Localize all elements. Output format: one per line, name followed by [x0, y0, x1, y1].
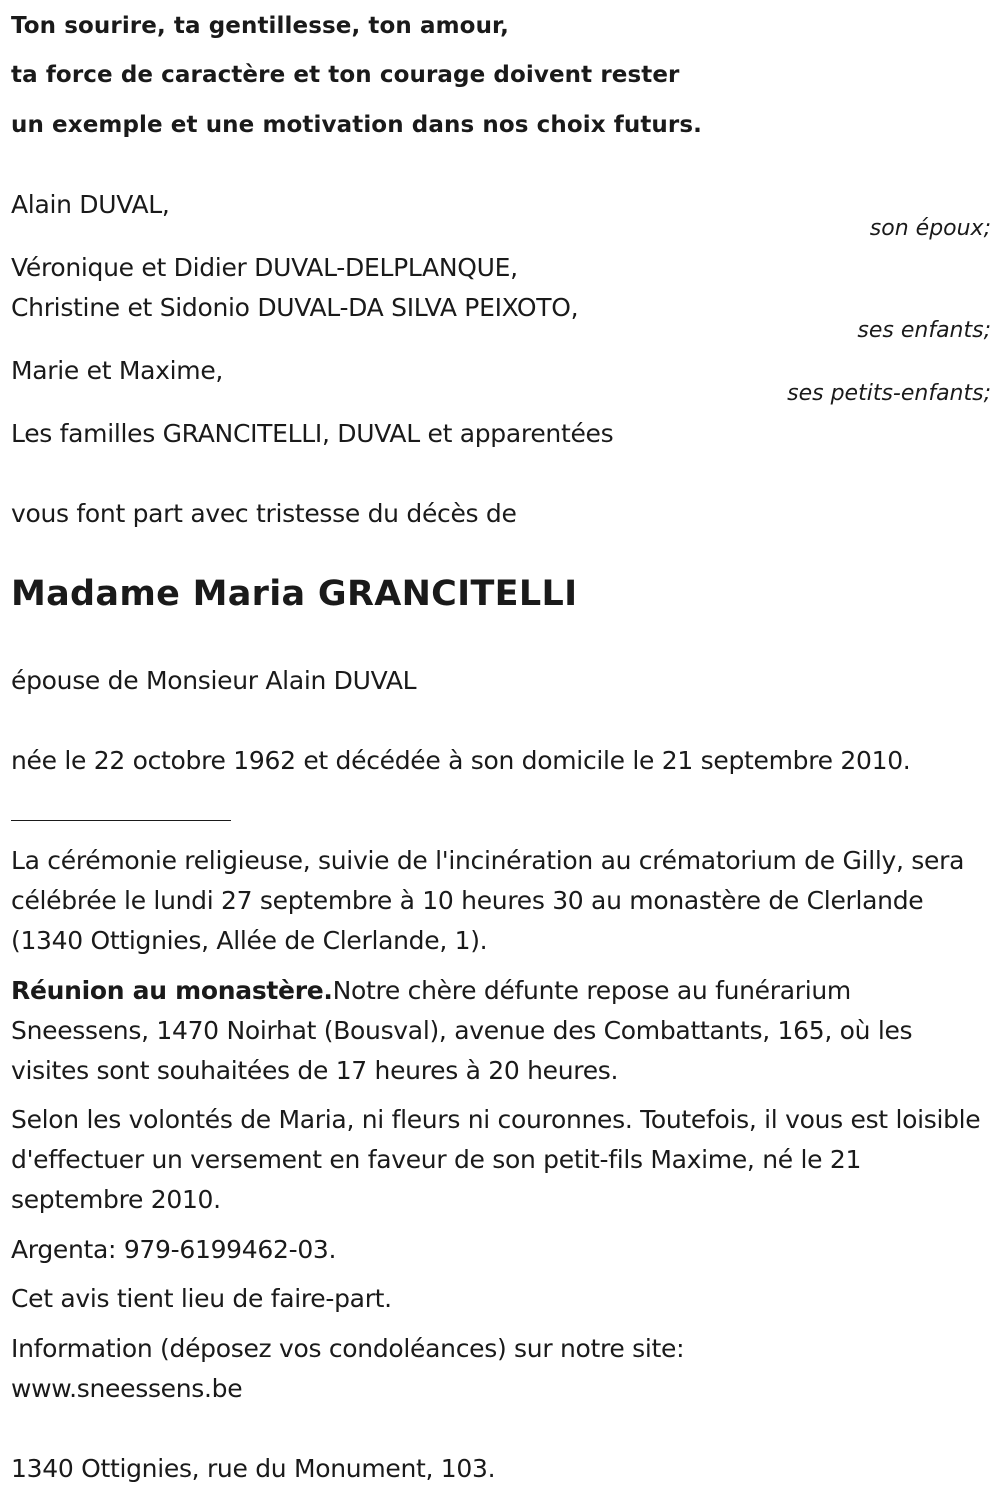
faire-part-notice: Cet avis tient lieu de faire-part.	[11, 1284, 392, 1313]
children-relation: ses enfants;	[857, 318, 991, 343]
motto-line-2: ta force de caractère et ton courage doivent rester	[11, 62, 680, 88]
announcement: vous font part avec tristesse du décès de	[11, 499, 517, 528]
spouse-name: Alain DUVAL,	[11, 190, 170, 219]
motto-line-3: un exemple et une motivation dans nos choix futurs.	[11, 112, 702, 138]
wishes-paragraph: Selon les volontés de Maria, ni fleurs ni couronnes. Toutefois, il vous est loisible d'effectuer un versement en faveur de son petit-fils Maxime, né le 21 septembre 2010.	[11, 1105, 981, 1214]
child-2: Christine et Sidonio DUVAL-DA SILVA PEIXOTO,	[11, 293, 579, 322]
gathering-lead: Réunion au monastère.	[11, 976, 333, 1005]
deceased-name: Madame Maria GRANCITELLI	[11, 574, 578, 614]
funeral-home-address: 1340 Ottignies, rue du Monument, 103.	[11, 1454, 496, 1483]
gathering-paragraph	[11, 971, 989, 1091]
website-link[interactable]: www.sneessens.be	[11, 1374, 243, 1403]
grandchildren-relation: ses petits-enfants;	[787, 381, 991, 406]
info-line: Information (déposez vos condoléances) sur notre site:	[11, 1334, 685, 1363]
birth-death-dates: née le 22 octobre 1962 et décédée à son domicile le 21 septembre 2010.	[11, 746, 911, 775]
grandchildren: Marie et Maxime,	[11, 356, 224, 385]
spouse-relation: son époux;	[869, 216, 991, 241]
gathering-text: Notre chère défunte repose au funérarium Sneessens, 1470 Noirhat (Bousval), avenue des Combattants, 165, où les visites sont souhaitées de 17 heures à 20 heures.	[11, 976, 913, 1085]
spouse-of: épouse de Monsieur Alain DUVAL	[11, 666, 417, 695]
bank-account: Argenta: 979-6199462-03.	[11, 1235, 337, 1264]
child-1: Véronique et Didier DUVAL-DELPLANQUE,	[11, 253, 518, 282]
divider	[11, 820, 231, 821]
families: Les familles GRANCITELLI, DUVAL et apparentées	[11, 419, 614, 448]
motto-line-1: Ton sourire, ta gentillesse, ton amour,	[11, 13, 509, 39]
ceremony-paragraph: La cérémonie religieuse, suivie de l'incinération au crématorium de Gilly, sera célébrée le lundi 27 septembre à 10 heures 30 au monastère de Clerlande (1340 Ottignies, Allée de Clerlande, 1).	[11, 846, 965, 955]
